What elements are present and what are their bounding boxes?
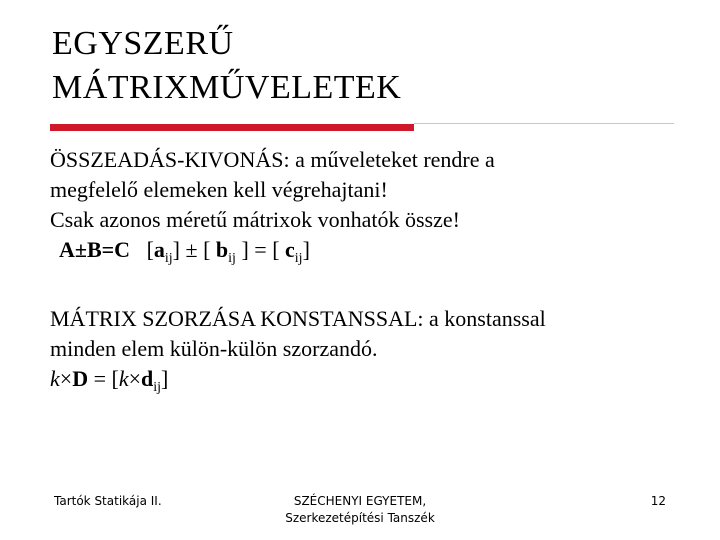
- bracket: ]: [161, 366, 169, 391]
- title-divider-line: [414, 123, 674, 124]
- matrix-b-symbol: b: [215, 237, 229, 262]
- section1-line2: megfelelő elemeken kell végrehajtani!: [50, 177, 388, 202]
- bracket: ]: [172, 237, 180, 262]
- subscript-ij: ij: [294, 251, 303, 266]
- slide-title-line2: MÁTRIXMŰVELETEK: [52, 69, 402, 106]
- times-sign: ×: [128, 366, 141, 391]
- footer-course-title: Tartók Statikája II.: [54, 494, 162, 508]
- slide-title: [52, 22, 401, 110]
- footer-institution-line1: SZÉCHENYI EGYETEM,: [293, 494, 427, 508]
- subscript-ij: ij: [153, 380, 162, 395]
- plus-minus-sign: ±: [185, 237, 198, 262]
- bracket: [: [146, 237, 154, 262]
- element-d-symbol: d: [141, 366, 154, 391]
- scalar-formula: [50, 364, 690, 394]
- page-number: 12: [650, 494, 666, 508]
- slide-title-line1: EGYSZERŰ: [52, 25, 234, 62]
- addition-formula: [50, 235, 690, 265]
- times-sign: ×: [59, 366, 73, 391]
- subscript-ij: ij: [228, 251, 236, 266]
- footer-institution-line2: Szerkezetépítési Tanszék: [285, 511, 435, 525]
- title-accent-bar: [50, 124, 414, 131]
- section-addition-subtraction: [50, 145, 690, 265]
- section1-line1: ÖSSZEADÁS-KIVONÁS: a műveleteket rendre a: [50, 147, 495, 172]
- subscript-ij: ij: [164, 251, 173, 266]
- section2-line1: MÁTRIX SZORZÁSA KONSTANSSAL: a konstanssal: [50, 306, 546, 331]
- section-scalar-multiplication: [50, 304, 690, 394]
- matrix-d-symbol: D: [72, 366, 89, 391]
- section2-line2: minden elem külön-külön szorzandó.: [50, 336, 378, 361]
- scalar-k: k: [118, 366, 129, 391]
- scalar-k: k: [50, 366, 60, 391]
- bracket: [: [272, 237, 280, 262]
- bracket: ]: [302, 237, 310, 262]
- formula-lhs: A±B=C: [59, 237, 131, 262]
- matrix-a-symbol: a: [153, 237, 165, 262]
- equals-sign: =: [254, 237, 267, 262]
- section1-line3: Csak azonos méretű mátrixok vonhatók össze!: [50, 207, 460, 232]
- matrix-c-symbol: c: [285, 237, 295, 262]
- footer-institution: [250, 493, 470, 527]
- bracket: [: [203, 237, 211, 262]
- bracket: ]: [241, 237, 249, 262]
- equals-bracket: = [: [88, 366, 119, 391]
